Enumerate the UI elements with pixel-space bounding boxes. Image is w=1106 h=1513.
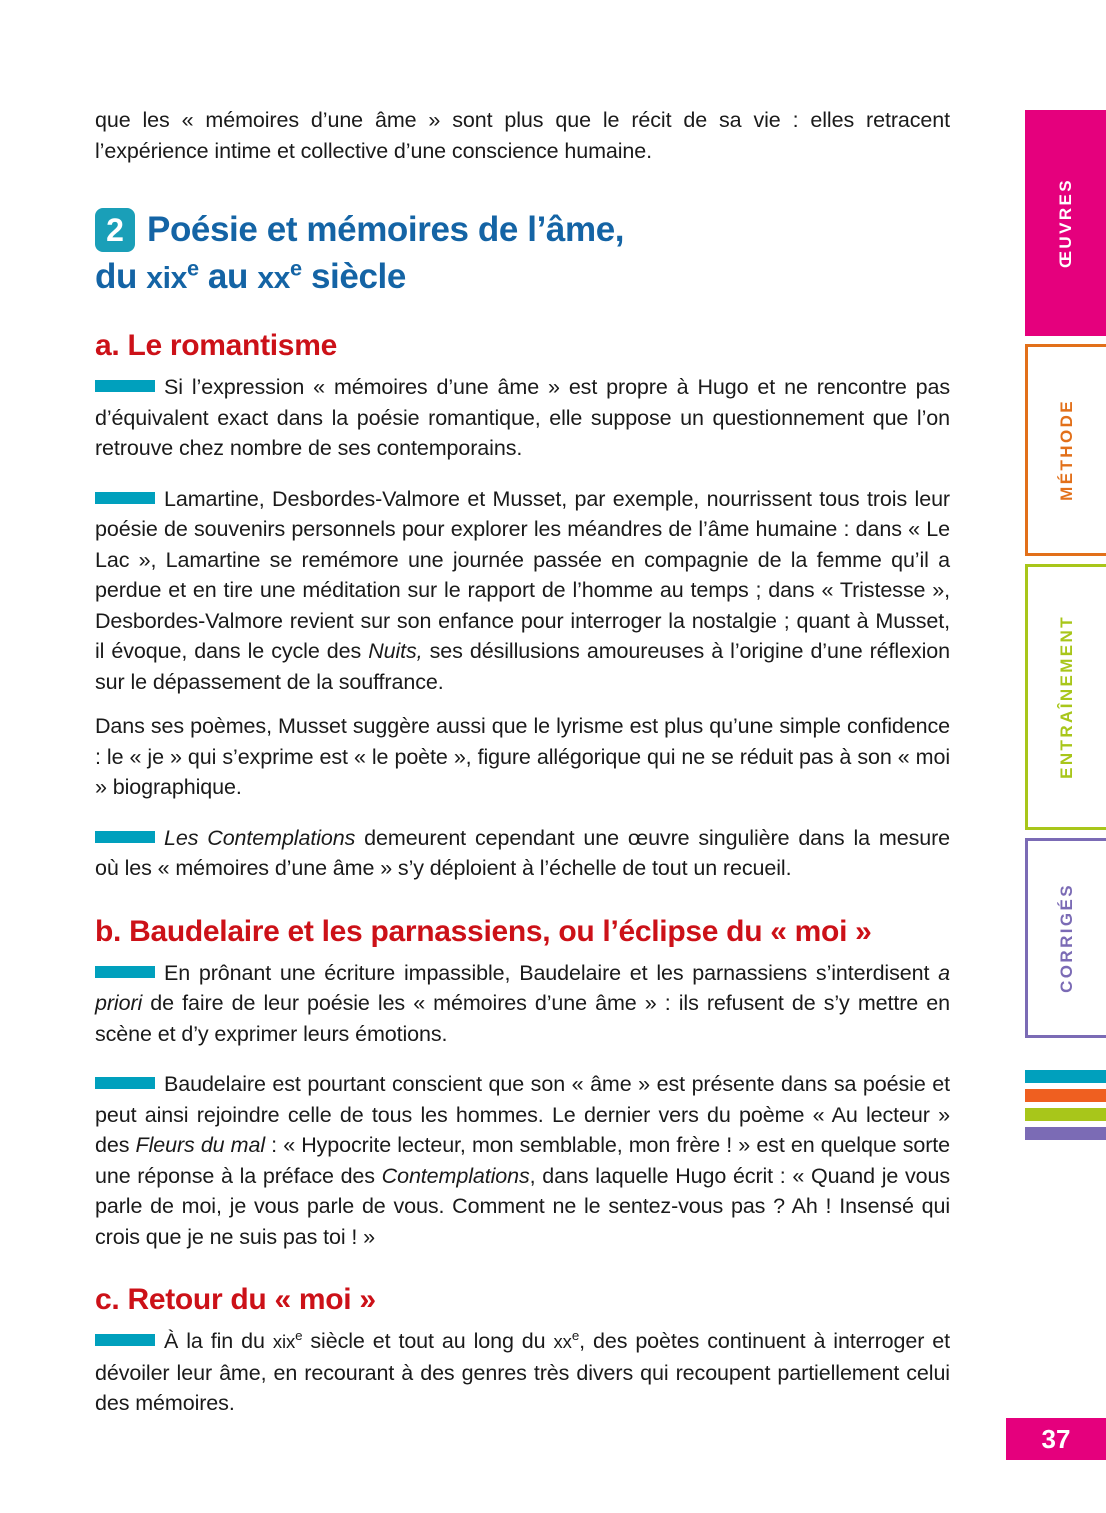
paragraph-a2-text-b: ses désillusions amoureuses à l’origine d’une réflexion sur le dépassement de la souffrance. [95,639,950,694]
section-title-century-19: xix [146,262,187,295]
paragraph-c1-century-20: xx [553,1331,572,1352]
paragraph-marker-icon [95,1077,155,1089]
paragraph-marker-icon [95,380,155,392]
section-title-part-au: au [198,257,258,296]
paragraph-a3: Dans ses poèmes, Musset suggère aussi que le lyrisme est plus qu’une simple confidence : le « je » qui s’exprime est « le poète », figure allégorique qui ne se réduit pas à son « moi » biographique. [95,714,950,799]
paragraph-b1-text-a: En prônant une écriture impassible, Baudelaire et les parnassiens s’interdisent [164,960,939,985]
side-tab-methode-label: MÉTHODE [1057,399,1076,501]
paragraph-a4-italic-contemplations: Les Contemplations [164,825,356,850]
subsection-heading-c: c. Retour du « moi » [95,1283,376,1316]
paragraph-b1 [95,958,950,1050]
paragraph-c1 [95,1326,950,1419]
main-text-column [95,105,950,1419]
subsection-heading-a: a. Le romantisme [95,329,337,362]
section-title-sup-2: e [290,255,302,281]
paragraph-c1-text-a: À la fin du [164,1329,273,1353]
paragraph-b2-text-c: , dans laquelle Hugo écrit : « Quand je vous parle de moi, je vous parle de vous. Comment ne le sentez-vous pas ? Ah ! Insensé qui crois que je ne suis pas toi ! » [95,1163,950,1249]
paragraph-a2 [95,484,950,698]
paragraph-marker-icon [95,831,155,843]
color-bar-group [1025,1070,1106,1146]
section-title-part-siecle: siècle [301,257,406,296]
paragraph-b2-text-b: : « Hypocrite lecteur, mon semblable, mon frère ! » est en quelque sorte une réponse à la préface des [95,1133,950,1188]
side-tab-oeuvres[interactable] [1025,110,1106,336]
color-bar-orange [1025,1089,1106,1102]
paragraph-b2 [95,1069,950,1252]
side-tab-corriges[interactable] [1025,838,1106,1038]
section-heading [95,208,950,302]
section-title-century-20: xx [257,262,290,295]
color-bar-purple [1025,1127,1106,1140]
paragraph-a4-text: demeurent cependant une œuvre singulière dans la mesure où les « mémoires d’une âme » s’y déploient à l’échelle de tout un recueil. [95,825,950,880]
side-tab-oeuvres-label: ŒUVRES [1055,178,1075,268]
color-bar-green [1025,1108,1106,1121]
side-tab-entrainement-label: ENTRAÎNEMENT [1057,615,1076,779]
paragraph-c1-century-19: xix [272,1331,296,1352]
paragraph-a1-text: Si l’expression « mémoires d’une âme » est propre à Hugo et ne rencontre pas d’équivalent exact dans la poésie romantique, elle suppose un questionnement que l’on retrouve chez nombre de ses contemporains. [95,375,950,460]
paragraph-c1-sup-2: e [571,1327,580,1343]
section-heading-line-1 [95,208,950,252]
section-number-badge: 2 [95,208,135,252]
paragraph-b2-italic-contemplations: Contemplations [381,1163,530,1188]
paragraph-b2-text-a: Baudelaire est pourtant conscient que son « âme » est présente dans sa poésie et peut ainsi rejoindre celle de tous les hommes. Le dernier vers du poème « Au lecteur » des [95,1072,950,1157]
paragraph-b2-italic-fleursdumal: Fleurs du mal [135,1133,266,1157]
side-tab-methode[interactable] [1025,344,1106,556]
paragraph-a2-text-a: Lamartine, Desbordes-Valmore et Musset, par exemple, nourrissent tous trois leur poésie de souvenirs personnels pour explorer les méandres de l’âme humaine : dans « Le Lac », Lamartine se remémore une journée passée en compagnie de la femme qu’il a perdue et en tire une méditation sur le rapport de l’homme au temps ; dans « Tristesse », Desbordes-Valmore revient sur son enfance pour interroger la nostalgie ; quant à Musset, il évoque, dans le cycle des [95,486,950,663]
paragraph-b1-text-b: de faire de leur poésie les « mémoires d’une âme » : ils refusent de s’y mettre en scène et d’y exprimer leurs émotions. [95,991,950,1046]
paragraph-marker-icon [95,1334,155,1346]
subsection-heading-b: b. Baudelaire et les parnassiens, ou l’éclipse du « moi » [95,914,872,948]
paragraph-c1-text-b: siècle et tout au long du [302,1329,554,1353]
side-tab-entrainement[interactable] [1025,564,1106,830]
intro-paragraph: que les « mémoires d’une âme » sont plus que le récit de sa vie : elles retracent l’expérience intime et collective d’une conscience humaine. [95,108,950,163]
section-title-line-2 [95,254,950,302]
side-tab-navigation [1025,110,1106,1046]
color-bar-teal [1025,1070,1106,1083]
paragraph-a2-italic-nuits: Nuits, [368,639,423,663]
paragraph-marker-icon [95,966,155,978]
paragraph-marker-icon [95,492,155,504]
paragraph-b1-italic-apriori: a priori [95,960,950,1015]
paragraph-a1 [95,372,950,464]
paragraph-c1-text-c: , des poètes continuent à interroger et dévoiler leur âme, en recourant à des genres très divers qui recoupent partiellement celui des mémoires. [95,1329,950,1415]
paragraph-c1-sup-1: e [295,1327,303,1343]
section-title-line-1: Poésie et mémoires de l’âme, [147,210,625,249]
section-title-part-du: du [95,257,147,296]
side-tab-corriges-label: CORRIGÉS [1057,883,1076,993]
section-title-sup-1: e [186,255,199,281]
paragraph-a4 [95,823,950,884]
page-number-badge: 37 [1006,1418,1106,1460]
